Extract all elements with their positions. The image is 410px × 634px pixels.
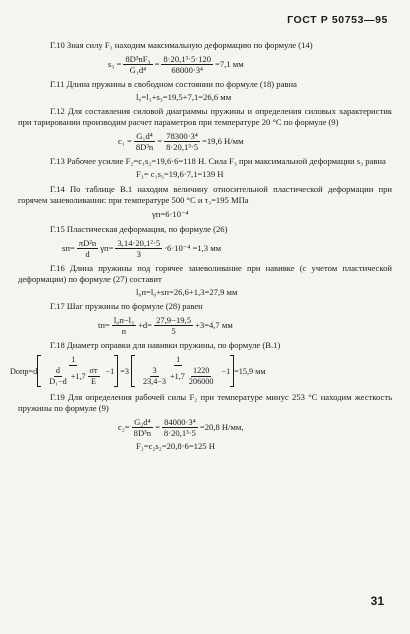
denominator: 3	[136, 249, 141, 259]
fraction	[164, 131, 200, 152]
formula-lhs: Dопр=d	[10, 366, 38, 376]
fraction	[77, 238, 98, 259]
numerator: d	[55, 366, 60, 375]
numerator: 27,9−19,5	[156, 315, 191, 325]
denominator: 5	[171, 326, 176, 336]
denominator: 68000·3⁴	[171, 65, 204, 75]
formula-g10	[108, 54, 392, 75]
section-g13-text: Г.13 Рабочее усилие F₂=c₁s₂=19,6·6=118 Н. Сила F₃ при максимальной деформации s₃ равна	[50, 156, 386, 166]
fraction	[88, 366, 100, 387]
bracket-right-expr	[131, 355, 234, 387]
fraction	[43, 355, 103, 387]
formula-g19-force: F₂=c₂s₂=20,8·6=125 Н	[136, 441, 215, 451]
formula-lhs: c₂=	[118, 422, 130, 432]
denominator: 23,4−3	[142, 377, 167, 386]
formula-g14: γп=6·10⁻⁴	[152, 209, 189, 219]
denominator: 8D³n	[135, 142, 154, 152]
fraction	[123, 54, 152, 75]
formula-lhs: s₃ =	[108, 59, 122, 69]
denominator: n	[121, 326, 127, 336]
denominator: G₁d⁴	[129, 65, 147, 75]
plus-d: +d=	[138, 320, 153, 330]
equals: =	[157, 136, 163, 146]
formula-lhs: tп=	[98, 320, 110, 330]
numerator: 8D³nF₃	[125, 54, 151, 64]
result: =15,9 мм	[234, 366, 266, 376]
plus-term: +1,7	[70, 371, 86, 381]
section-g19-text: Г.19 Для определения рабочей силы F₂ при температуре минус 253 °С находим жесткость пружины по формуле (9)	[18, 392, 392, 413]
minus-one: −1	[221, 366, 231, 376]
section-g10-text: Г.10 Зная силу F₃ находим максимальную деформацию по формуле (14)	[50, 40, 313, 50]
fraction	[137, 355, 219, 387]
document-header: ГОСТ Р 50753—95	[287, 14, 388, 26]
formula-lhs: sп=	[62, 243, 75, 253]
minus-one: −1	[105, 366, 115, 376]
formula-g19	[118, 417, 392, 438]
formula-lhs: c₁ =	[118, 136, 132, 146]
denominator: 8·20,1³·5	[163, 428, 196, 438]
numerator: G₂d⁴	[134, 417, 151, 427]
result: =7,1 мм	[215, 59, 244, 69]
fraction	[47, 366, 68, 387]
bracket-left-expr	[37, 355, 118, 387]
numerator: 78300·3⁴	[166, 131, 198, 141]
section-g15-text: Г.15 Пластическая деформация, по формуле (26)	[50, 224, 228, 234]
formula-g11: l₀=l₃+s₃=19,5+7,1=26,6 мм	[136, 92, 232, 102]
numerator: G₁d⁴	[136, 131, 153, 141]
numerator: 84000·3⁴	[164, 417, 196, 427]
section-g16-text: Г.16 Длина пружины под горячее заневоливание при навивке (с учетом пластической деформации) по формуле (27) составит	[18, 263, 392, 284]
section-g11-text: Г.11 Длина пружины в свободном состоянии по формуле (18) равна	[50, 79, 297, 89]
fraction	[161, 54, 213, 75]
section-g17-text: Г.17 Шаг пружины по формуле (28) равен	[50, 301, 203, 311]
formula-g12	[118, 131, 392, 152]
fraction	[141, 366, 168, 387]
formula-g16: l₀п=l₀+sп=26,6+1,3=27,9 мм	[136, 287, 238, 297]
page-number: 31	[370, 594, 384, 608]
section-g12-text: Г.12 Для составления силовой диаграммы пружины и определения силовых характеристик при тарировании производим расчет параметров при температуре 20 °С по формуле (9)	[18, 106, 392, 127]
denominator: d	[85, 249, 90, 259]
formula-g13: F₃= c₁s₃=19,6·7,1=139 Н	[136, 169, 224, 179]
denominator: 206000	[188, 377, 214, 386]
denominator: E	[91, 377, 97, 386]
numerator: σт	[89, 366, 98, 375]
result: +3=4,7 мм	[195, 320, 233, 330]
result: =20,8 Н/мм,	[199, 422, 244, 432]
numerator: 8·20,1³·5·120	[163, 54, 212, 64]
formula-g17	[98, 315, 392, 336]
numerator: πD²n	[78, 238, 97, 248]
numerator: 1	[71, 355, 76, 364]
fraction	[162, 417, 198, 438]
formula-g15	[62, 238, 392, 259]
numerator: 3	[152, 366, 157, 375]
fraction	[112, 315, 136, 336]
numerator: 1	[176, 355, 181, 364]
fraction	[134, 131, 155, 152]
denominator: D₁−d	[49, 377, 67, 386]
equals-three: =3	[120, 366, 129, 376]
section-g14-text: Г.14 По таблице В.1 находим величину относительной пластической деформации при горячем заневоливании: при температуре 500 °С и τ₃=195 МПа	[18, 184, 392, 205]
numerator: l₀п−l₃	[113, 315, 135, 325]
denominator	[137, 366, 219, 387]
equals: =	[154, 59, 160, 69]
fraction	[115, 238, 162, 259]
numerator: 1220	[192, 366, 210, 375]
fraction	[132, 417, 153, 438]
gamma-term: γп=	[100, 243, 114, 253]
fraction	[154, 315, 193, 336]
denominator: 8D³n	[133, 428, 152, 438]
result: ·6·10⁻⁴ =1,3 мм	[164, 243, 222, 253]
numerator: 3,14·20,1²·5	[117, 238, 161, 248]
formula-g18	[10, 355, 392, 387]
denominator: 8·20,1³·5	[166, 142, 198, 152]
document-body	[10, 40, 392, 452]
plus-term: +1,7	[170, 371, 185, 381]
equals: =	[155, 422, 160, 432]
denominator	[43, 366, 103, 387]
fraction	[187, 366, 216, 387]
section-g18-text: Г.18 Диаметр оправки для навивки пружины, по формуле (В.1)	[50, 340, 281, 350]
result: =19,6 Н/мм	[202, 136, 244, 146]
